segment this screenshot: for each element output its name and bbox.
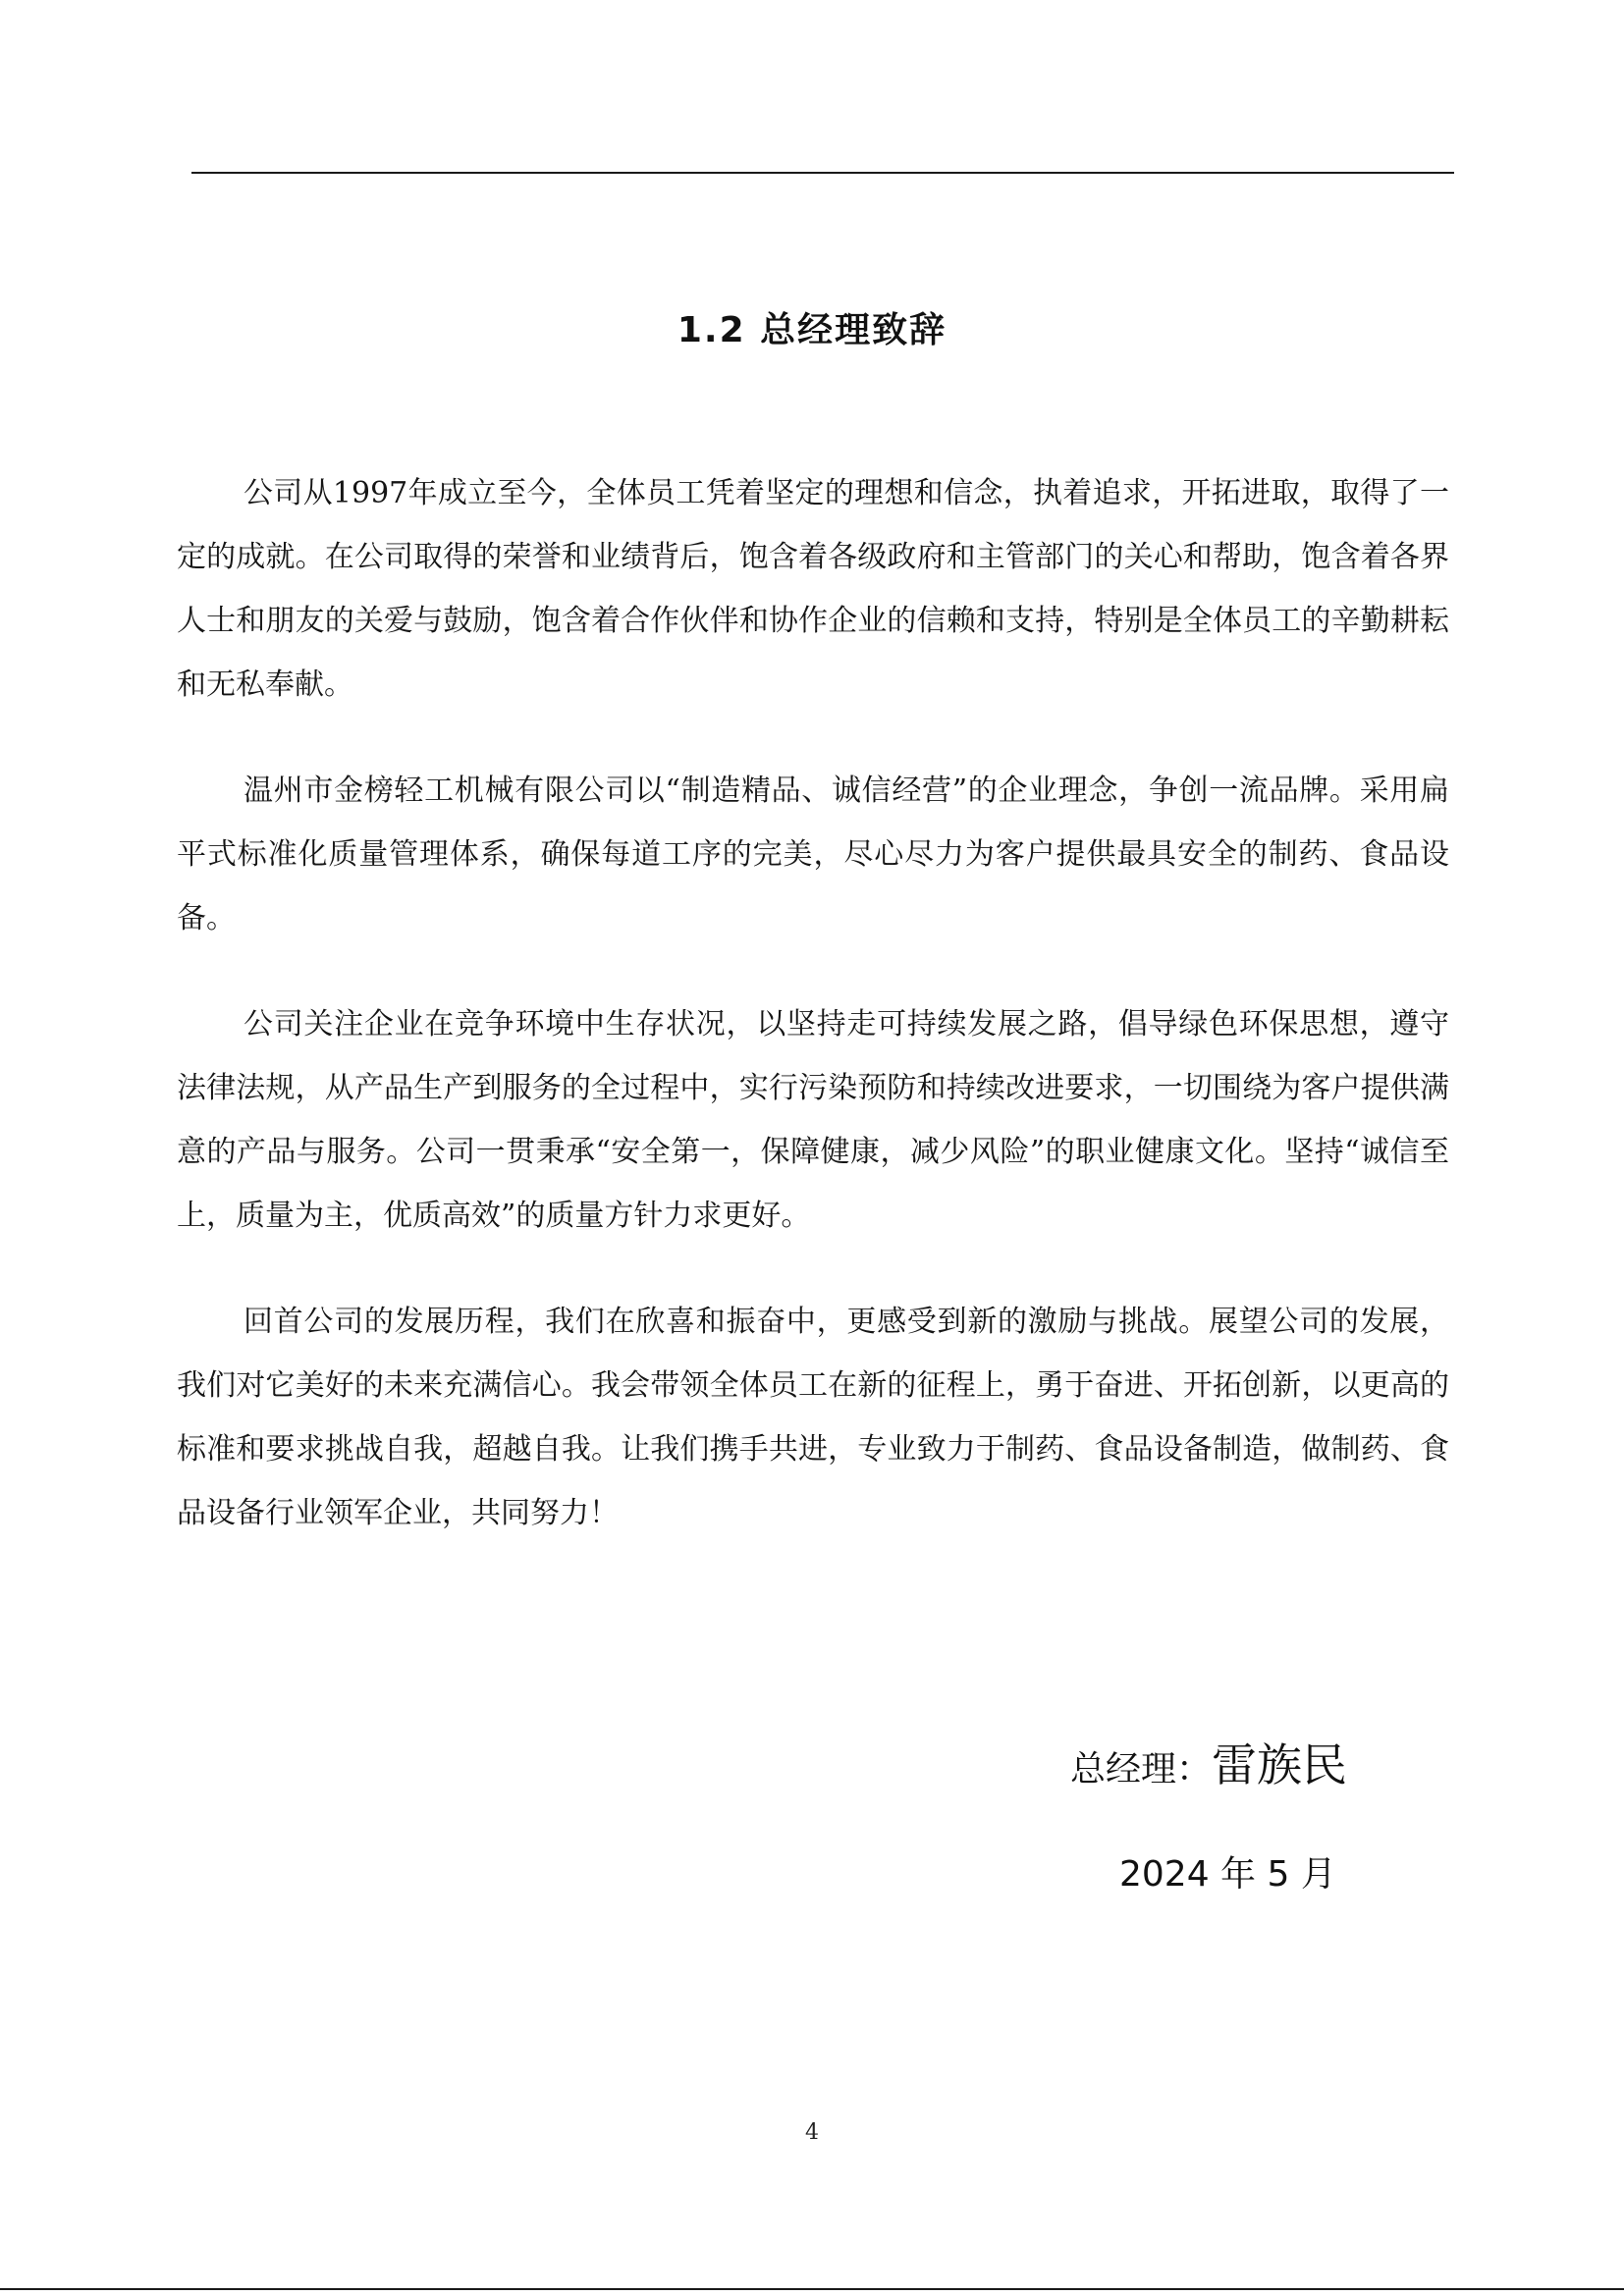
paragraph-3: 公司关注企业在竞争环境中生存状况，以坚持走可持续发展之路，倡导绿色环保思想，遵守法律法规，从产品生产到服务的全过程中，实行污染预防和持续改进要求，一切围绕为客户提供满意的产品与服务。公司一贯秉承“安全第一，保障健康，减少风险”的职业健康文化。坚持“诚信至上，质量为主，优质高效”的质量方针力求更好。 [177,1007,1449,1233]
section-title: 1.2 总经理致辞 [677,310,947,350]
signature-block [1070,1735,1347,1805]
paragraph-4: 回首公司的发展历程，我们在欣喜和振奋中，更感受到新的激励与挑战。展望公司的发展，我们对它美好的未来充满信心。我会带领全体员工在新的征程上，勇于奋进、开拓创新，以更高的标准和要求挑战自我，超越自我。让我们携手共进，专业致力于制药、食品设备制造，做制药、食品设备行业领军企业，共同努力！ [177,1305,1449,1530]
message-body [177,461,1449,1587]
signature-label: 总经理： [1070,1749,1213,1789]
paragraph-2: 温州市金榜轻工机械有限公司以“制造精品、诚信经营”的企业理念，争创一流品牌。采用扁平式标准化质量管理体系，确保每道工序的完美，尽心尽力为客户提供最具安全的制药、食品设备。 [177,774,1449,935]
header-rule [191,172,1454,174]
footer-rule [0,2288,1624,2290]
paragraph-1: 公司从1997年成立至今，全体员工凭着坚定的理想和信念，执着追求，开拓进取，取得了一定的成就。在公司取得的荣誉和业绩背后，饱含着各级政府和主管部门的关心和帮助，饱含着各界人士和朋友的关爱与鼓励，饱含着合作伙伴和协作企业的信赖和支持，特别是全体员工的辛勤耕耘和无私奉献。 [177,476,1449,702]
signature-date: 2024 年 5 月 [1119,1854,1336,1895]
page-number: 4 [805,2120,819,2145]
signature-name: 雷族民 [1212,1738,1348,1791]
